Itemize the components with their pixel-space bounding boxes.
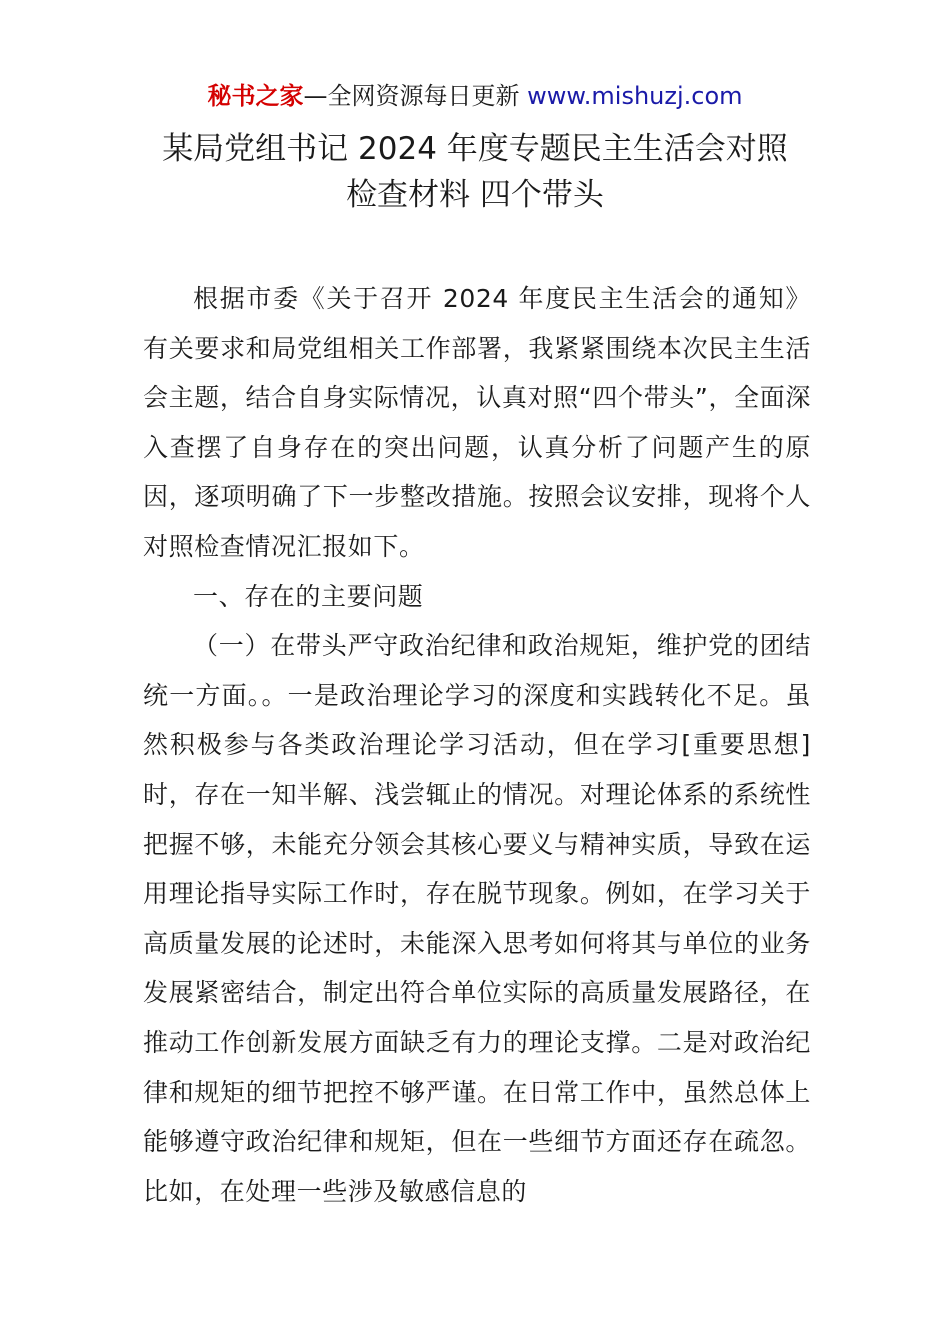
intro-paragraph: 根据市委《关于召开 2024 年度民主生活会的通知》有关要求和局党组相关工作部署，我紧紧围绕本次民主生活会主题，结合自身实际情况，认真对照“四个带头”，全面深入查摆了自身存在的突出问题，认真分析了问题产生的原因，逐项明确了下一步整改措施。按照会议安排，现将个人对照检查情况汇报如下。: [143, 284, 811, 561]
site-header: [0, 80, 950, 112]
header-slogan: —全网资源每日更新: [303, 82, 520, 110]
document-title: [60, 126, 890, 218]
brand-name: 秘书之家: [207, 82, 304, 110]
body-paragraph: （一）在带头严守政治纪律和政治规矩，维护党的团结统一方面。。一是政治理论学习的深度和实践转化不足。虽然积极参与各类政治理论学习活动，但在学习[重要思想]时，存在一知半解、浅尝辄止的情况。对理论体系的系统性把握不够，未能充分领会其核心要义与精神实质，导致在运用理论指导实际工作时，存在脱节现象。例如，在学习关于高质量发展的论述时，未能深入思考如何将其与单位的业务发展紧密结合，制定出符合单位实际的高质量发展路径，在推动工作创新发展方面缺乏有力的理论支撑。二是对政治纪律和规矩的细节把控不够严谨。在日常工作中，虽然总体上能够遵守政治纪律和规矩，但在一些细节方面还存在疏忽。比如，在处理一些涉及敏感信息的: [143, 631, 811, 1206]
title-line-1: 某局党组书记 2024 年度专题民主生活会对照: [162, 131, 788, 167]
document-body: [143, 274, 811, 1216]
title-line-2: 检查材料 四个带头: [346, 177, 604, 213]
section-heading: 一、存在的主要问题: [193, 581, 424, 611]
site-url-link[interactable]: www.mishuzj.com: [527, 82, 743, 110]
